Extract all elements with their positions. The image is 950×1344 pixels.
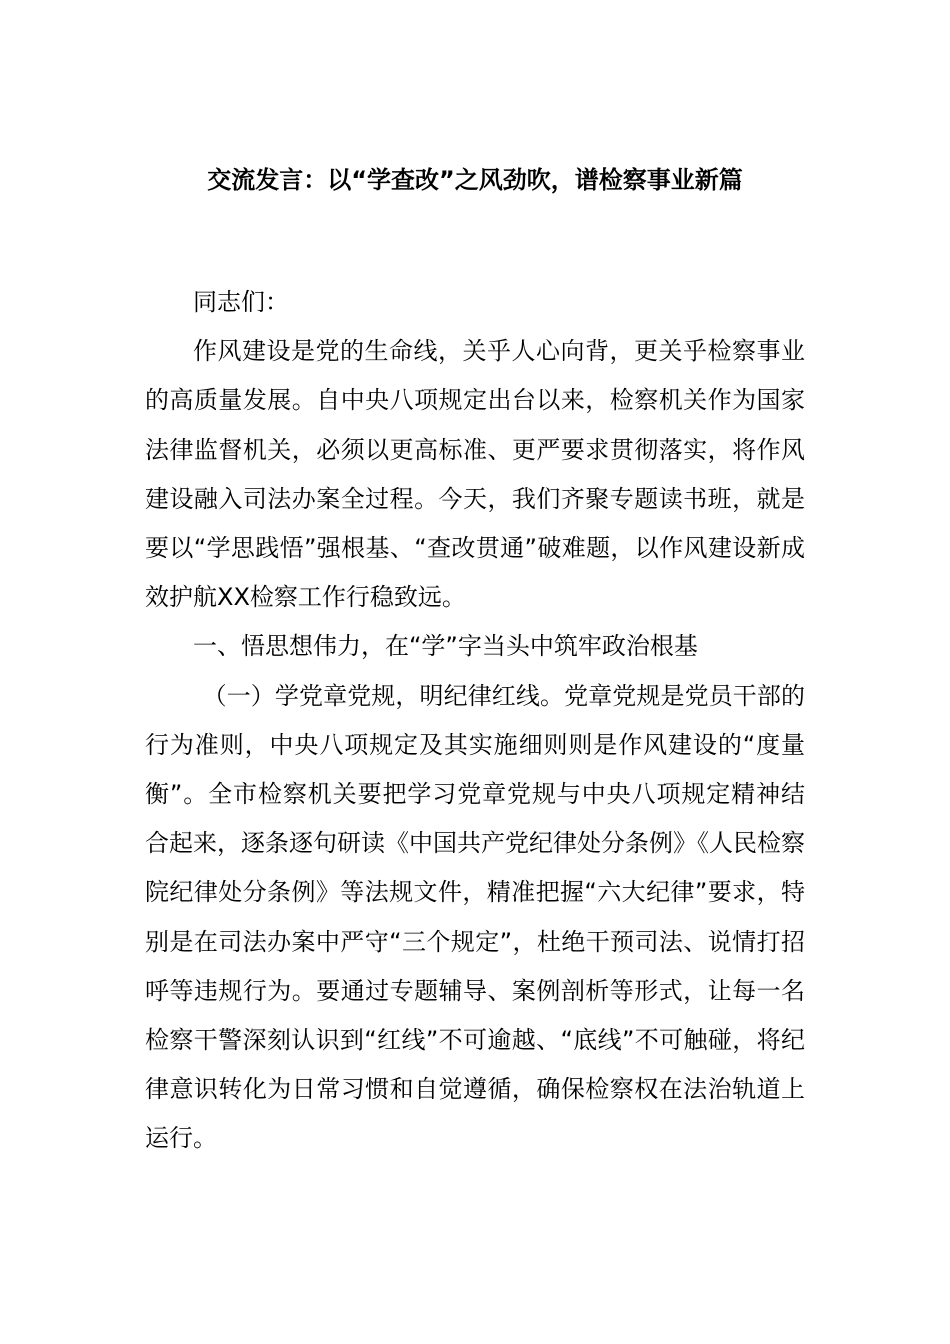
section-heading-1: 一、悟思想伟力，在“学”字当头中筑牢政治根基 xyxy=(193,632,698,661)
subsection-paragraph-1: （一）学党章党规，明纪律红线。党章党规是党员干部的行为准则，中央八项规定及其实施细则则是作风建设的“度量衡”。全市检察机关要把学习党章党规与中央八项规定精神结合起来，逐条逐句研读《中国共产党纪律处分条例》《人民检察院纪律处分条例》等法规文件，精准把握“六大纪律”要求，特别是在司法办案中严守“三个规定”，杜绝干预司法、说情打招呼等违规行为。要通过专题辅导、案例剖析等形式，让每一名检察干警深刻认识到“红线”不可逾越、“底线”不可触碰，将纪律意识转化为日常习惯和自觉遵循，确保检察权在法治轨道上运行。 xyxy=(145,681,805,1153)
salutation: 同志们： xyxy=(193,288,289,316)
document-title: 交流发言：以“学查改”之风劲吹，谱检察事业新篇 xyxy=(207,166,743,194)
document-body xyxy=(145,278,805,1164)
intro-paragraph: 作风建设是党的生命线，关乎人心向背，更关乎检察事业的高质量发展。自中央八项规定出台以来，检察机关作为国家法律监督机关，必须以更高标准、更严要求贯彻落实，将作风建设融入司法办案全过程。今天，我们齐聚专题读书班，就是要以“学思践悟”强根基、“查改贯通”破难题，以作风建设新成效护航XX检察工作行稳致远。 xyxy=(145,337,805,612)
